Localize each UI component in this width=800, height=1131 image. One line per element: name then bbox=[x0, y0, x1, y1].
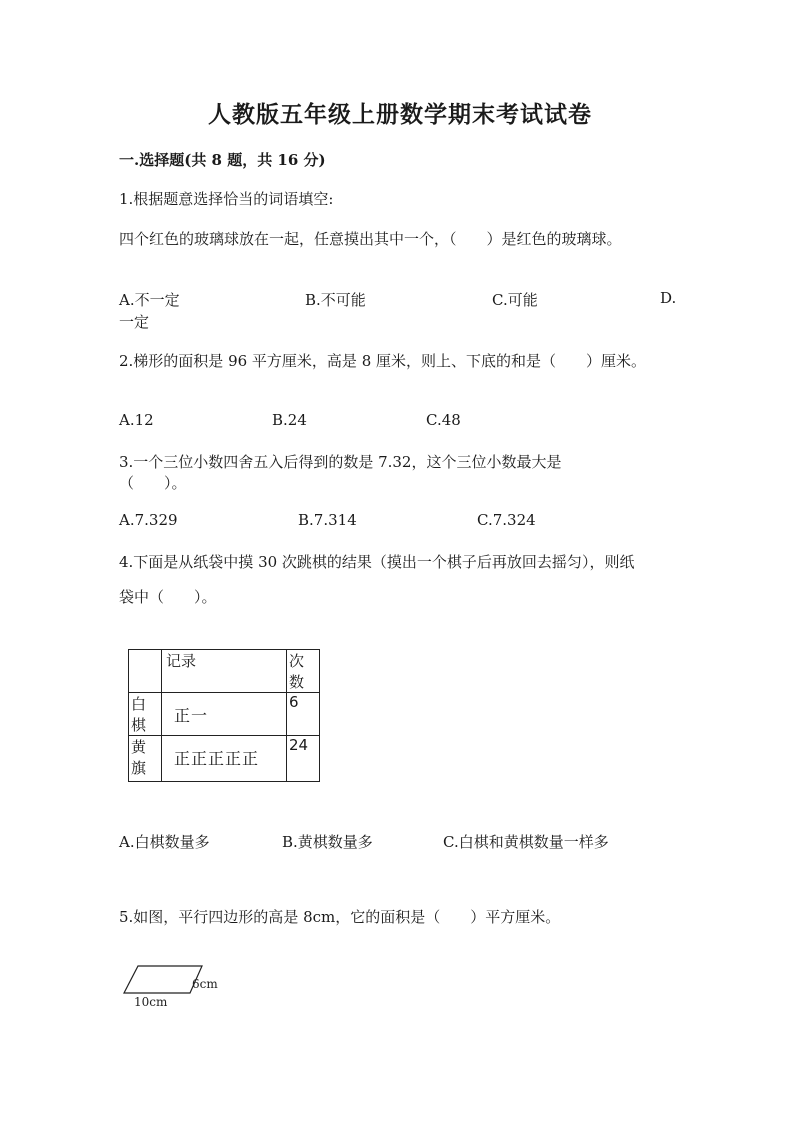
question-1-stem: 1.根据题意选择恰当的词语填空: bbox=[119, 190, 334, 208]
question-4-text: 4.下面是从纸袋中摸 30 次跳棋的结果（摸出一个棋子后再放回去摇匀），则纸 bbox=[119, 553, 635, 571]
table-row bbox=[129, 693, 320, 736]
tally-cell-yellow bbox=[162, 736, 287, 782]
table-header-record-label: 记录 bbox=[166, 652, 197, 670]
parallelogram-figure bbox=[118, 962, 228, 1012]
base-length-label: 10cm bbox=[134, 995, 168, 1009]
row-label-yellow: 黄旗 bbox=[129, 736, 162, 782]
question-3-text: 3.一个三位小数四舍五入后得到的数是 7.32，这个三位小数最大是 bbox=[119, 453, 562, 471]
count-white: 6 bbox=[287, 693, 320, 736]
question-4-option-c: C.白棋和黄棋数量一样多 bbox=[443, 833, 609, 851]
question-1-option-b: B.不可能 bbox=[305, 291, 366, 309]
question-3-text-continued: （ ）。 bbox=[119, 474, 187, 492]
question-4-option-a: A.白棋数量多 bbox=[119, 833, 210, 851]
tally-table bbox=[128, 649, 320, 782]
question-3-option-a: A.7.329 bbox=[119, 511, 178, 529]
section-heading: 一.选择题(共 8 题，共 16 分) bbox=[119, 151, 326, 169]
question-2-option-b: B.24 bbox=[272, 411, 307, 429]
table-header-row bbox=[129, 650, 320, 693]
question-1-option-c: C.可能 bbox=[492, 291, 538, 309]
tally-cell-white bbox=[162, 693, 287, 736]
row-label-white: 白棋 bbox=[129, 693, 162, 736]
question-1-option-a: A.不一定 bbox=[119, 291, 180, 309]
question-4-option-b: B.黄棋数量多 bbox=[282, 833, 373, 851]
parallelogram-shape bbox=[124, 966, 202, 993]
table-header-count: 次数 bbox=[287, 650, 320, 693]
question-3-option-c: C.7.324 bbox=[477, 511, 536, 529]
question-1-text: 四个红色的玻璃球放在一起，任意摸出其中一个，（ ）是红色的玻璃球。 bbox=[119, 230, 622, 248]
question-1-option-d: D. bbox=[660, 289, 677, 307]
question-2-text: 2.梯形的面积是 96 平方厘米，高是 8 厘米，则上、下底的和是（ ）厘米。 bbox=[119, 352, 647, 370]
side-length-label: 6cm bbox=[192, 977, 218, 991]
question-1-option-d-continued: 一定 bbox=[119, 313, 150, 331]
tally-marks-yellow: 正正正正正 bbox=[174, 749, 260, 768]
page-title: 人教版五年级上册数学期末考试试卷 bbox=[208, 101, 592, 128]
table-header-empty bbox=[129, 650, 162, 693]
tally-marks-white: 正一 bbox=[174, 706, 209, 725]
table-header-record bbox=[162, 650, 287, 693]
question-4-text-continued: 袋中（ ）。 bbox=[119, 588, 217, 606]
question-2-option-a: A.12 bbox=[119, 411, 154, 429]
table-row bbox=[129, 736, 320, 782]
question-3-option-b: B.7.314 bbox=[298, 511, 357, 529]
question-2-option-c: C.48 bbox=[426, 411, 461, 429]
question-5-text: 5.如图，平行四边形的高是 8cm，它的面积是（ ）平方厘米。 bbox=[119, 908, 561, 926]
count-yellow: 24 bbox=[287, 736, 320, 782]
